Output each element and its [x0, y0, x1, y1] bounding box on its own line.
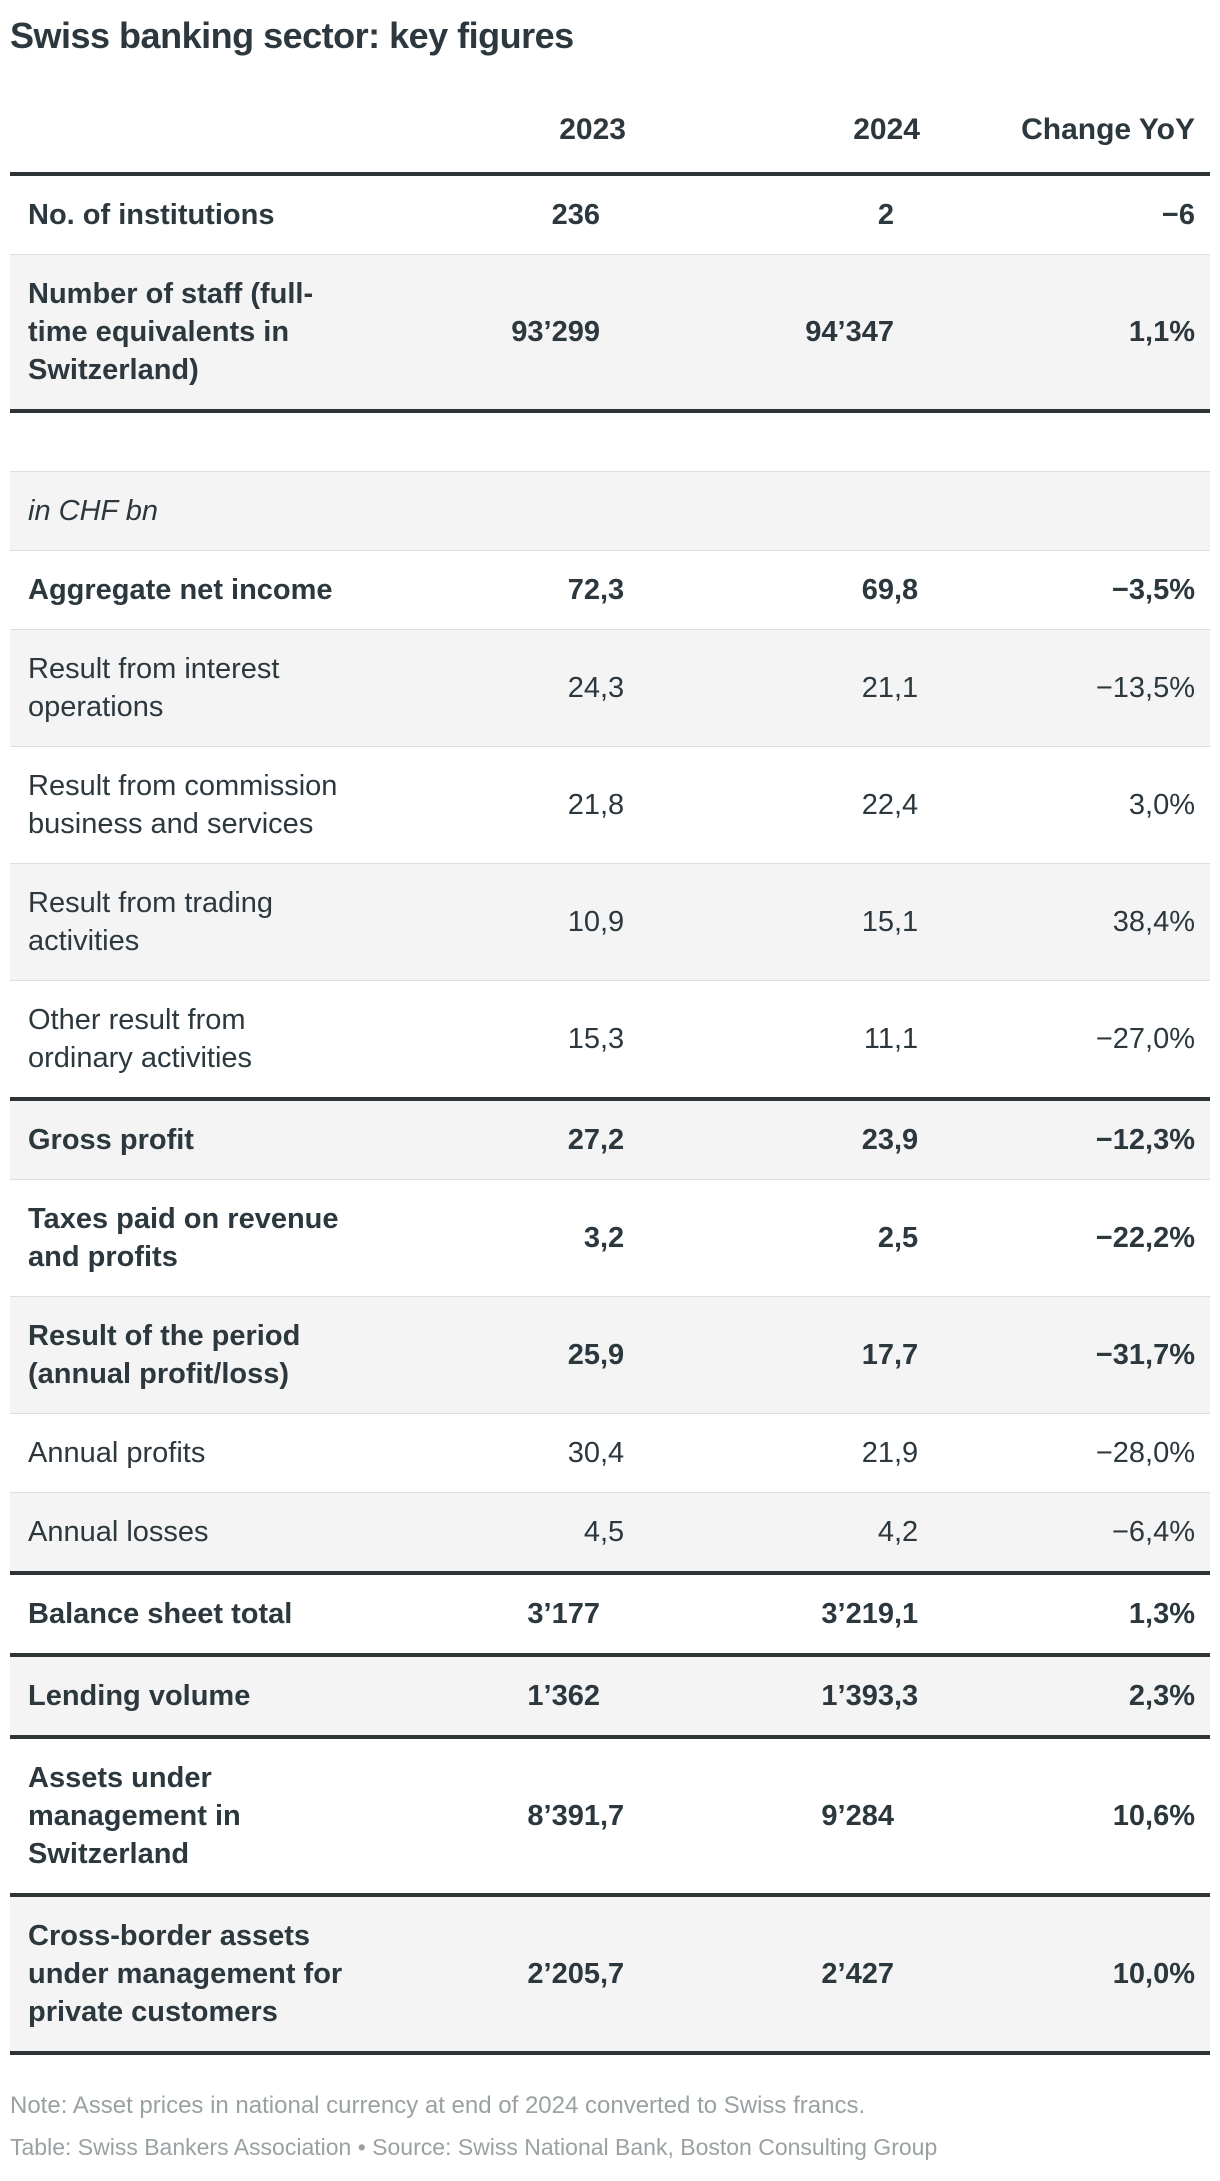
row-label: Gross profit — [10, 1099, 360, 1180]
value-2024: 4,2 — [640, 1493, 934, 1574]
table-row — [10, 1737, 1210, 1895]
value-2024: 94’347 — [640, 255, 934, 412]
value-2023: 2’205,7 — [360, 1895, 640, 2053]
page-title: Swiss banking sector: key figures — [10, 15, 574, 56]
table-row — [10, 1493, 1210, 1574]
table-row — [10, 1573, 1210, 1655]
value-2024: 2’427 — [640, 1895, 934, 2053]
value-2023: 21,8 — [360, 747, 640, 864]
value-2024: 21,1 — [640, 630, 934, 747]
spacer-cell — [10, 411, 1210, 472]
value-2024: 2,5 — [640, 1180, 934, 1297]
value-2024: 9’284 — [640, 1737, 934, 1895]
row-label: Other result from ordinary activities — [10, 981, 360, 1100]
value-change-yoy: −3,5% — [934, 551, 1210, 630]
table-row — [10, 1180, 1210, 1297]
value-2024: 15,1 — [640, 864, 934, 981]
value-2023: 27,2 — [360, 1099, 640, 1180]
table-row — [10, 174, 1210, 255]
row-label: Taxes paid on revenue and profits — [10, 1180, 360, 1297]
value-change-yoy: 3,0% — [934, 747, 1210, 864]
value-2023: 15,3 — [360, 981, 640, 1100]
value-change-yoy: 10,0% — [934, 1895, 1210, 2053]
value-change-yoy: 1,1% — [934, 255, 1210, 412]
row-label: Cross-border assets under management for private customers — [10, 1895, 360, 2053]
key-figures-table — [10, 58, 1210, 2055]
value-2023: 1’362 — [360, 1655, 640, 1737]
row-label: Lending volume — [10, 1655, 360, 1737]
value-2024: 21,9 — [640, 1414, 934, 1493]
value-2024: 22,4 — [640, 747, 934, 864]
value-2023: 25,9 — [360, 1297, 640, 1414]
value-change-yoy: 2,3% — [934, 1655, 1210, 1737]
table-body — [10, 174, 1210, 2053]
row-label: No. of institutions — [10, 174, 360, 255]
table-row — [10, 1414, 1210, 1493]
value-2023: 93’299 — [360, 255, 640, 412]
value-change-yoy: −28,0% — [934, 1414, 1210, 1493]
value-change-yoy: −27,0% — [934, 981, 1210, 1100]
value-2023: 236 — [360, 174, 640, 255]
table-row — [10, 630, 1210, 747]
unit-filler-cell — [360, 472, 1210, 551]
value-change-yoy: 10,6% — [934, 1737, 1210, 1895]
value-2023: 4,5 — [360, 1493, 640, 1574]
value-change-yoy: 1,3% — [934, 1573, 1210, 1655]
value-2023: 30,4 — [360, 1414, 640, 1493]
table-row — [10, 551, 1210, 630]
value-2024: 17,7 — [640, 1297, 934, 1414]
value-2023: 3,2 — [360, 1180, 640, 1297]
header-row — [10, 58, 1210, 174]
value-2024: 23,9 — [640, 1099, 934, 1180]
column-header-2023: 2023 — [360, 58, 640, 174]
table-row — [10, 1655, 1210, 1737]
table-row — [10, 1297, 1210, 1414]
value-2023: 10,9 — [360, 864, 640, 981]
table-row — [10, 1099, 1210, 1180]
value-2024: 69,8 — [640, 551, 934, 630]
column-header-change-yoy: Change YoY — [934, 58, 1210, 174]
row-label: Result from interest operations — [10, 630, 360, 747]
row-label: Number of staff (full- time equivalents in Switzerland) — [10, 255, 360, 412]
row-label: Assets under management in Switzerland — [10, 1737, 360, 1895]
value-change-yoy: 38,4% — [934, 864, 1210, 981]
value-2024: 11,1 — [640, 981, 934, 1100]
unit-row — [10, 472, 1210, 551]
value-change-yoy: −6 — [934, 174, 1210, 255]
credit-text: Table: Swiss Bankers Association • Source: Swiss National Bank, Boston Consulting Group — [10, 2134, 938, 2160]
table-row — [10, 981, 1210, 1100]
value-2023: 24,3 — [360, 630, 640, 747]
value-2024: 3’219,1 — [640, 1573, 934, 1655]
value-change-yoy: −6,4% — [934, 1493, 1210, 1574]
value-change-yoy: −13,5% — [934, 630, 1210, 747]
value-change-yoy: −12,3% — [934, 1099, 1210, 1180]
value-2023: 3’177 — [360, 1573, 640, 1655]
row-label: Result of the period (annual profit/loss) — [10, 1297, 360, 1414]
row-label: Result from commission business and services — [10, 747, 360, 864]
spacer-row — [10, 411, 1210, 472]
value-change-yoy: −31,7% — [934, 1297, 1210, 1414]
column-header-2024: 2024 — [640, 58, 934, 174]
table-row — [10, 747, 1210, 864]
value-2023: 8’391,7 — [360, 1737, 640, 1895]
table-row — [10, 1895, 1210, 2053]
table-row — [10, 255, 1210, 412]
value-2023: 72,3 — [360, 551, 640, 630]
row-label: Annual profits — [10, 1414, 360, 1493]
row-label: in CHF bn — [10, 472, 360, 551]
value-change-yoy: −22,2% — [934, 1180, 1210, 1297]
row-label: Result from trading activities — [10, 864, 360, 981]
table-row — [10, 864, 1210, 981]
note-text: Note: Asset prices in national currency at end of 2024 converted to Swiss francs. — [10, 2092, 866, 2119]
column-header-label — [10, 58, 360, 174]
value-2024: 2 — [640, 174, 934, 255]
row-label: Annual losses — [10, 1493, 360, 1574]
value-2024: 1’393,3 — [640, 1655, 934, 1737]
row-label: Aggregate net income — [10, 551, 360, 630]
row-label: Balance sheet total — [10, 1573, 360, 1655]
